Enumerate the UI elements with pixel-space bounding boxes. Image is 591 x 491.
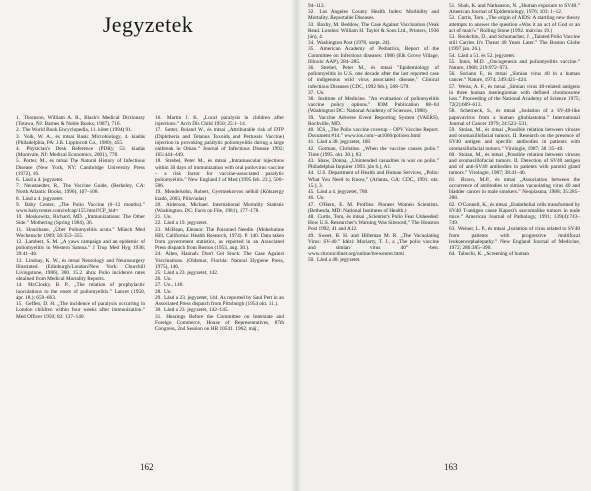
footnote-text: Tabuchi, K. „Screening of human [457,251,529,258]
footnote-number: 26. [155,276,162,283]
footnote-entry [308,115,439,127]
page-title: Jegyzetek [102,12,194,37]
footnote-number: 59. [449,127,456,134]
footnote-text: Curtis, Tom. „The origin of AIDS: A startling new theory attempts to answer the question »Was it an act of God or an act of man?«” Rolling Stone (1992. március 19.) [449,15,581,34]
footnote-text: Curtis, Tom, és mtsai „Scientist's Polio Fear Unheeded: How U.S. Researcher's Warning Was Silenced,” The Houston Post 1992, 41 and A12. [308,213,439,233]
footnote-number: 1. [16,115,20,121]
right-page [296,0,591,491]
footnote-number: 61. [449,176,456,183]
footnote-text: McClosky, B. P., „The relation of prophylactic inoculations to the onset of poliomyelitis.” Lancet (1950, ápr. 18.): 659–663. [16,282,145,301]
footnote-entry [449,84,580,109]
footnote-number: 6. [16,177,20,184]
footnote-text: Gorman, Christine. „When the vaccine causes polio.” Time (1995. okt. 30.), 83. [308,145,439,158]
right-column-1 [308,3,439,264]
footnote-number: 39. [308,114,315,121]
footnote-entry [308,170,439,189]
footnote-text: Hourihane, „Über Poliomyelitis acuta.” Münch Med Wochenschr 1909; 56:353–355. [16,226,145,239]
footnote-text: Lásd a 48. jegyzetet. [316,257,361,264]
footnote-number: 55. [449,58,456,65]
footnote-number: 30. [155,307,162,314]
footnote-text: Strebel, Peter M., és mtsai "Epidemiology of poliomyelitis in U.S. one decade after the last reported case of indigenous wild virus associated disease," Clinical infectious Diseases (CDC, 1992 feb.), 568–579. [308,65,440,90]
footnote-text: Mendelsohn, Robert, Gyermekorvos nélkül (Kötszergy kiadó, 2003, Pilisvadas) [155,189,284,202]
footnote-text: Hearings Before the Committee on Interstate and Foreign Commerce, House of Representatives, 87th Congress, 2nd Session on HR 10541. 1962, máj., [155,313,285,332]
footnote-text: Soriano F., és mtsai „Simian virus 40 in a human cancer.” Nature, 1974; 249:421–424. [449,71,580,84]
footnote-text: Uo., 140. [163,282,184,289]
footnote-number: 20. [155,201,162,208]
footnote-text: Los Angeles County Health Index: Morbidity and Mortality. Reportable Diseases. [308,9,439,22]
footnote-text: O'Connell, K., és mtsai „Endothelial cells transformed by SV40 T-antigen cause Kaposi's sarcomalike tumors in nude mice.” American Journal of Pathology, 1991; 139(4):743–749. [449,201,581,227]
footnote-text: Lásd a 23. jegyzetet, 142. [163,270,219,277]
footnote-text: Thomson, William A. R., Black's Medical Dictionary (Totawa, NJ: Barnes & Noble Books, 1987), 716. [16,115,145,128]
footnote-number: 34. [308,40,315,47]
footnote-entry [16,239,145,258]
footnote-number: 53. [449,34,456,41]
right-column-2 [449,3,580,264]
footnote-number: 46. [308,195,315,202]
footnote-text: The World Book Encyclopedia, 11. kötet (1994) 91. [22,127,133,134]
footnote-entry [308,257,439,263]
footnote-text: Sutter, Roland W., és mtsai „Attributable risk of DTP (Diphtheria and Tetanus Toxoids and Pertussis Vaccine) injection in provoking paralytic poliomyelitis during a large outbreak in Oman.” Journal of Infectious Disease 1992; 165:444–449. [155,127,284,159]
footnote-number: 12. [16,239,23,246]
footnote-text: American Academy of Pediatrics, Report of the Committee on Infectious diseases: 1986 (Elk Grove Village, Illinois: AAP), 284–285. [308,46,439,65]
footnote-text: Martin J. K. „Local paralysis in children after injections.” Arch Dis Child 1950; 25:1–14. [155,115,284,128]
footnote-number: 36. [308,65,315,72]
footnote-entry [308,202,439,214]
footnote-entry [155,158,284,189]
footnote-text: Innis, M.D. „Oncogenesis and poliomyelitis vaccine.” Nature, 1968; 219:972–973. [449,58,581,72]
footnote-entry [308,214,439,233]
footnote-entry [449,34,580,53]
footnote-entry [308,46,439,65]
footnote-number: 38. [308,96,315,103]
footnote-text: Alderson, Michael. International Mortality Statistic (Washington, DC: Facts on File, 1981), 177–178. [155,201,284,215]
footnote-entry [449,177,580,202]
footnote-text: Sweet, B. H. and Hilleman M. R. „The Vacuolating Virus: SV-40.” Idézi: Moriarty, T. J., a „The polio vaccine and simian virus 40” -ben. www.chronicillnet.org/online/brewenret.html [308,232,439,258]
footnote-number: 44. [308,170,315,177]
footnote-number: 21. [155,214,162,221]
footnote-entry [308,65,439,90]
footnote-entry [308,96,439,115]
footnote-entry [308,9,439,21]
left-column-1 [16,115,145,332]
footnote-text: McBean, Eleanor. The Poisoned Needle. (Mokelumne Hill, California: Health Research, 1974). P. 140. Data taken from government statistics, as reported in an Associated Press dispatch from Boston (1953, aug. 30.). [155,226,285,252]
right-page-number: 163 [444,462,458,472]
footnote-number: 35. [308,46,315,53]
footnote-text: Porter, M., és mtsai The Natural History of Infectious Disease (New York, NY: Cambridge University Press (1972), 16. [16,158,145,177]
footnote-entry [449,226,580,251]
footnote-entry [449,15,580,34]
footnote-number: 64. [449,251,456,258]
footnote-text: Lásd a 23. jegyzetet, 142–145. [163,307,229,314]
footnote-text: Volk, W. A., és mtsai Basic Microbiology, 4. kiadás (Philadelphia, PA: J.B. Lippincott Co., 1980), 455. [16,133,145,146]
footnote-text: ICS, „The Polio vaccine coverup – OPV Vaccine Report. Document #14.” www.ios.com/~at1066/polioex.html [308,127,439,140]
footnote-entry [16,115,145,127]
footnote-entry [16,202,145,214]
footnote-entry [308,233,439,258]
footnote-entry [155,127,284,158]
footnote-number: 32. [308,9,315,16]
footnote-number: 2. [16,127,20,134]
footnote-number: 22. [155,220,162,227]
footnote-entry [155,227,284,252]
footnote-number: 8. [16,195,20,202]
footnote-text: U.S. Department of Health and Human Services, „Polio: What You Need to Know,” (Atlanta, GA: CDC, 1991. okt. 15.), 3. [308,170,440,189]
footnote-number: 9. [16,201,20,208]
footnote-number: 5. [16,158,20,165]
footnote-entry [449,251,580,257]
left-column-2 [155,115,284,332]
footnote-entry [308,127,439,139]
footnote-text: Uo. [316,195,325,202]
footnote-text: Lásd a 4. jegyzetet, 780. [316,189,369,196]
footnote-number: 18. [155,158,162,165]
footnote-number: 54. [449,52,456,59]
footnote-number: 37. [308,89,315,96]
footnote-text: Vaccine Adverse Event Reporting System (VAERS), Rockville, MD. [308,114,439,127]
footnote-number: 49. [308,232,315,239]
footnote-number: 24. [155,251,162,258]
footnote-number: 7. [16,183,20,190]
footnote-entry [308,22,439,41]
footnote-entry [16,183,145,195]
footnote-entry [16,258,145,283]
footnote-entry [16,158,145,177]
footnote-number: 27. [155,282,162,289]
footnote-text: Lásd a 38. jegyzetet, 168. [316,139,372,146]
footnote-entry [449,59,580,71]
footnote-text: 94–112. [308,3,326,9]
footnote-number: 19. [155,189,162,196]
footnote-text: Uo. [163,214,172,221]
footnote-number: 16. [155,115,162,121]
footnote-entry [16,227,145,239]
left-page-number: 162 [140,462,154,472]
footnote-entry [16,146,145,158]
footnote-number: 60. [449,151,456,158]
footnote-entry [16,214,145,226]
footnote-number: 29. [155,294,162,301]
footnote-number: 48. [308,213,315,220]
footnote-number: 52. [449,15,456,22]
footnote-number: 63. [449,226,456,233]
footnote-entry [155,251,284,270]
footnote-entry [16,282,145,301]
footnote-number: 11. [16,226,23,233]
footnote-text: O'Hern, E. M. Profiles: Pioneer Women Scientists. (Bethesda, MD: National Institutes of Health.) [308,201,439,214]
right-page-columns [308,3,580,264]
footnote-entry [449,3,580,15]
book-gutter [291,0,301,491]
footnote-text: Lindsay, K. W., és mtsai Neurology and Neurosurgery Illustrated. (Edinburgh/London/New York: Churchill Livingstone, 1986), 300. 15.2. ábra: Polio incidence rates obtained from Medical Mortality Reports. [16,257,146,283]
footnote-number: 50. [308,257,315,264]
footnote-text: Lásd a 51. és 52. jegyzetet. [457,52,516,59]
footnote-text: Weiss, A. F., és mtsai „Simian virus 40-related antigens in three human meningiomas with defined chromosome loss.” Proceeding of the National Academy of Science 1975; 72(2):609–613. [449,83,580,109]
footnote-entry [449,71,580,83]
footnote-entry [16,301,145,320]
footnote-text: Lásd a 4. jegyzetet. [22,195,64,202]
footnote-number: 23. [155,226,162,233]
footnote-number: 43. [308,158,315,165]
footnote-entry [155,189,284,201]
footnote-number: 42. [308,145,315,152]
footnote-entry [449,108,580,127]
footnote-number: 51. [449,3,456,9]
footnote-text: Institute of Medicine. "An evaluation of poliomyelitis vaccine policy options." IOM Publication 88–04 (Washington DC: National Academy of Sciences, 1988). [308,96,439,115]
footnote-number: 47. [308,201,315,208]
footnote-text: Lásd a 4. jegyzetet. [22,177,64,184]
footnote-text: Neustaedter, R., The Vaccine Guide, (Berkeley, CA: North Atlantic Books, 1996), 107–108. [16,183,145,196]
footnote-text: Stoian, M., és mtsai „Possible relation between viruses and oromaxillofacial tumors. II. Research on the presence of SV40 antigen and specific antibodies in patients with oromaxillofacial tumors.” Virologie, 1987; 38 :35–40. [449,127,581,152]
footnote-number: 3. [16,133,20,140]
footnote-number: 40. [308,127,315,134]
footnote-number: 4. [16,146,20,153]
footnote-text: Scherneck, S., és mtsai „Isolation of a SV-40-like papovavirus from a human glioblastoma.” International Journal of Cancer 1979; 24:523–531. [449,108,581,127]
footnote-entry [155,115,284,127]
footnote-entry [449,127,580,152]
footnote-entry [155,202,284,214]
footnote-entry [16,134,145,146]
left-page-columns [16,115,284,332]
footnote-text: Uo. [316,89,325,96]
footnote-text: Uo. [163,288,172,295]
footnote-entry [155,295,284,307]
footnote-number: 15. [16,301,23,308]
footnote-entry [155,314,284,333]
footnote-text: Moskowitz, Richard, MD. „Immunizations: The Other Side.” Mothering (Spring 1984), 36. [16,214,145,227]
footnote-text: Bravo, M.P., és mtsai „Association between the occurrence of antibodies to simian vacuolating virus 40 and bladder cancer in male smokers.” Neoplasma, 1988; 35:285–288. [449,176,580,202]
footnote-entry [449,152,580,177]
footnote-number: 17. [155,127,162,134]
footnote-number: 31. [155,313,162,320]
footnote-text: Shaw, Donna, „Unintended casualties in war on polio.” Philadelphia Inquirer 1993. jún 6.), A1. [308,158,439,171]
footnote-text: Uo. [163,276,172,283]
footnote-text: Lásd a 23. jegyzetet, 144. As reported by Saul Pett in an Associated Press dispatch from Pittsburgh (1954 okt. 11.). [155,294,285,308]
footnote-number: 41. [308,139,315,146]
footnote-entry [308,158,439,170]
footnote-text: Washington Post (1976, szept. 24). [316,40,391,47]
footnote-text: Stoian, M., és mtsai „Possible relation between viruses and oromaxillofacial tumors. II. Detection of SV40 antigen and of anti-SV40 antibodies in patients with parotid gland tumors.” Virologie, 1987; 38:41–46. [449,151,581,177]
footnote-text: Physician's Desk Reference (PDR); 53. kiadás (Montvale, NJ: Medical Economics, 2001), 778. [16,146,145,159]
footnote-text: Shah, K. and Nathanson, N. „Human exposure to SV40.” American Journal of Epidemiology, 1976; 103: 1–12. [449,3,580,16]
footnote-entry [308,146,439,158]
footnote-number: 14. [16,282,23,289]
footnote-text: Allen, Hannah. Don't Get Stuck: The Case Against Vaccinations. (Oldsmar, Florida: Natural Hygiene Press, 1975), 146. [155,251,284,270]
footnote-text: Geffen, D. H. „The incidence of paralysis occurring in London children within four weeks after immunization.” Med Officer 1950; 83: 137–140. [16,301,145,320]
footnote-text: Bookchin, D., and Schumacher, J. „Tainted Polio Vaccine still Carries It's Threat 40 Years Later.” The Boston Globe (1997 jan. 26.). [449,34,580,53]
footnote-number: 56. [449,71,456,78]
footnote-number: 45. [308,189,315,196]
footnote-text: Baxby, M. Beddow, The Case Against Vaccination (Veak Read. London: William H. Taylor & Sons Ltd., Printers, 1936 jún), 4. [308,21,439,41]
footnote-number: 62. [449,201,456,208]
footnote-number: 57. [449,83,456,90]
footnote-number: 25. [155,270,162,277]
footnote-text: Lásd a 19. jegyzetet. [163,220,208,227]
footnote-number: 10. [16,214,23,221]
footnote-text: Baby Center, „The Polio Vaccine (0–12 months).” www.babycenter.com/refcap/155.html?CP_bid= [16,201,145,215]
footnote-number: 13. [16,257,23,264]
footnote-text: Lambert, S. M. „A yaws campaign and an epidemic of poliomyelitis in Western Samoa.” J Trop Med Hyg 1936; 39:41–46. [16,239,145,258]
footnote-entry [449,202,580,227]
footnote-number: 58. [449,108,456,115]
footnote-number: 33. [308,21,315,28]
footnote-text: Strebel, Peter M., és mtsai „Intramuscular injections within 30 days of immunization with oral poliovirus vaccine – a risk factor for vaccine-associated paralytic poliomyelitis.” New England J of Med (1995 feb. 23.), 500–506. [155,158,285,190]
footnote-text: Weiner, L. P., és mtsai „Isolation of virus related to SV40 from patients with progressive multifocal leukoencephalopathy.” New England Journal of Medicine, 1972; 286:385–390. [449,226,580,251]
footnote-number: 28. [155,288,162,295]
